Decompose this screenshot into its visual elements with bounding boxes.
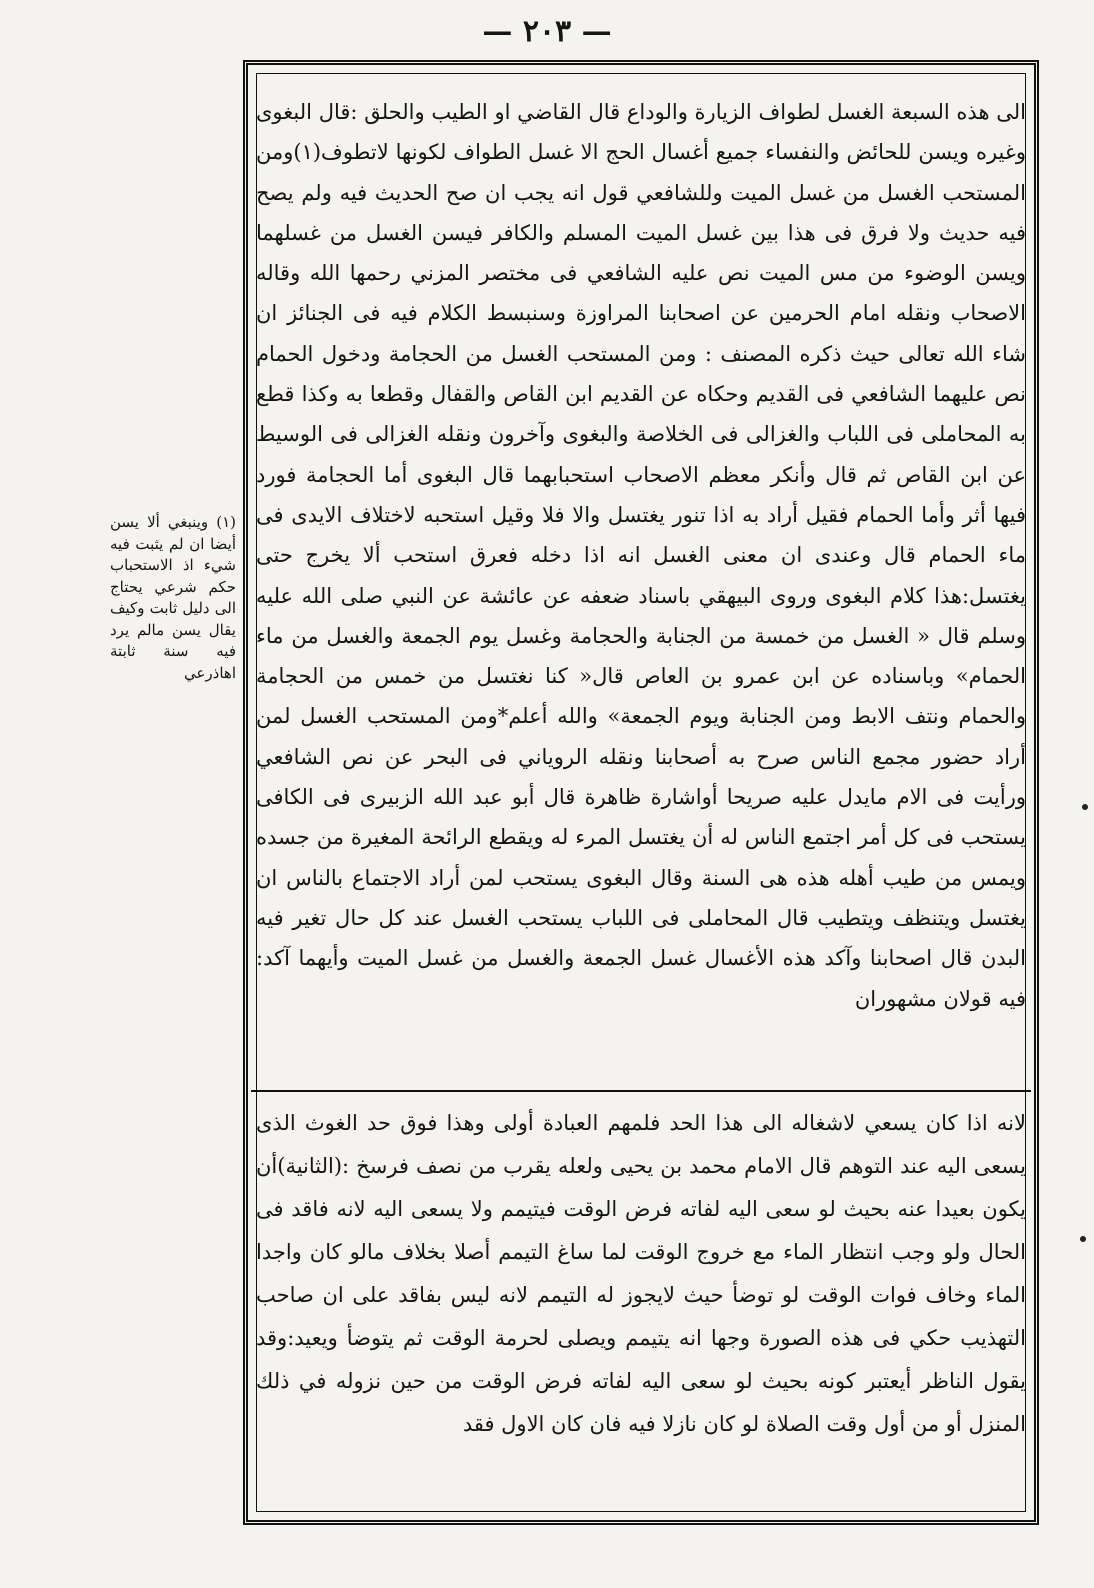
main-text-block [256,92,1026,1082]
lower-commentary-paragraph: لانه اذا كان يسعي لاشغاله الى هذا الحد فلمهم العبادة أولى وهذا فوق حد الغوث الذى يسعى اليه عند التوهم قال الامام محمد بن يحيى ولعله يقرب من نصف فرسخ :(الثانية)أن يكون بعيدا عنه بحيث لو سعى اليه لفاته فرض الوقت فيتيمم ولا يسعى اليه لانه فاقد فى الحال ولو وجب انتظار الماء مع خروج الوقت لما ساغ التيمم أصلا بخلاف مالو كان واجدا الماء وخاف فوات الوقت لو توضأ حيث لايجوز له التيمم لانه ليس بفاقد على ان صاحب التهذيب حكي فى هذه الصورة وجها انه يتيمم ويصلى لحرمة الوقت ثم يتوضأ ويعيد:وقد يقول الناظر أيعتبر كونه بحيث لو سعى اليه لفاته فرض الوقت من حين نزوله في ذلك المنزل أو من أول وقت الصلاة لو كان نازلا فيه فان كان الاول فقد [256,1111,1026,1436]
margin-mark [1080,1236,1086,1242]
margin-footnote-text: (١) وينبغي ألا يسن أيضا ان لم يثبت فيه شيء اذ الاستحباب حكم شرعي يحتاج الى دليل ثابت وكيف يقال يسن مالم يرد فيه سنة ثابتة اهاذرعي [110,513,236,682]
lower-commentary-block [256,1102,1026,1502]
main-text-paragraph: الى هذه السبعة الغسل لطواف الزيارة والوداع قال القاضي او الطيب والحلق :قال البغوى وغيره ويسن للحائض والنفساء جميع أغسال الحج الا غسل الطواف لكونها لاتطوف(١)ومن المستحب الغسل من غسل الميت وللشافعي قول انه يجب ان صح الحديث فيه ولم يصح فيه حديث ولا فرق فى هذا بين غسل الميت المسلم والكافر فيسن الغسل من غسلهما ويسن الوضوء من مس الميت نص عليه الشافعي فى مختصر المزني رحمها الله وقاله الاصحاب ونقله امام الحرمين عن اصحابنا المراوزة وسنبسط الكلام فيه فى الجنائز ان شاء الله تعالى حيث ذكره المصنف : ومن المستحب الغسل من الحجامة ودخول الحمام نص عليهما الشافعي فى القديم وحكاه عن القديم ابن القاص والقفال وقطعا به وكذا قطع به المحاملى فى اللباب والغزالى فى الخلاصة والبغوى وآخرون ونقله الغزالى فى الوسيط عن ابن القاص ثم قال وأنكر معظم الاصحاب استحبابهما قال البغوى أما الحجامة فورد فيها أثر وأما الحمام فقيل أراد به اذا تنور يغتسل والا فلا وقيل استحبه لاختلاف الايدى فى ماء الحمام قال وعندى ان معنى الغسل انه اذا دخله فعرق استحب ألا يخرج حتى يغتسل:هذا كلام البغوى وروى البيهقي باسناد ضعفه عن عائشة عن النبي صلى الله عليه وسلم قال « الغسل من خمسة من الجنابة والحجامة وغسل يوم الجمعة والغسل من ماء الحمام» وباسناده عن ابن عمرو بن العاص قال« كنا نغتسل من خمس من الحجامة والحمام ونتف الابط ومن الجنابة ويوم الجمعة» والله أعلم*ومن المستحب الغسل لمن أراد حضور مجمع الناس صرح به أصحابنا ونقله الروياني فى البحر عن نص الشافعي ورأيت فى الام مايدل عليه صريحا أواشارة ظاهرة قال أبو عبد الله الزبيرى فى الكافى يستحب فى كل أمر اجتمع الناس له أن يغتسل المرء له ويقطع الرائحة المغيرة من جسده ويمس من طيب أهله هذه هى السنة وقال البغوى يستحب لمن أراد الاجتماع بالناس ان يغتسل ويتنظف ويتطيب قال المحاملى فى اللباب يستحب الغسل عند كل حال تغير فيه البدن قال اصحابنا وآكد هذه الأغسال غسل الجمعة والغسل من غسل الميت وأيهما آكد: فيه قولان مشهوران [256,100,1026,1011]
section-divider [251,1090,1031,1092]
page-number: — ٢٠٣ — [482,14,612,49]
margin-mark [1082,804,1088,810]
margin-footnote [110,512,236,684]
